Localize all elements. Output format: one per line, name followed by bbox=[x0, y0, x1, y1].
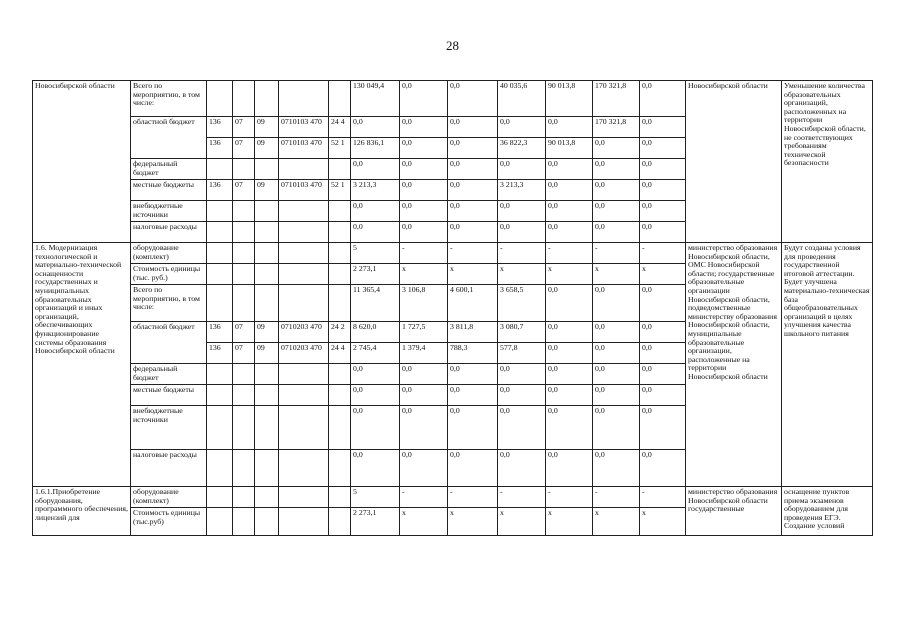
table-cell bbox=[279, 508, 329, 536]
table-cell bbox=[207, 201, 233, 222]
table-cell: 0710203 470 bbox=[279, 322, 329, 343]
table-cell: 0,0 bbox=[593, 180, 640, 201]
table-cell: 577,8 bbox=[498, 343, 546, 364]
table-cell: 40 035,6 bbox=[498, 81, 546, 117]
table-cell bbox=[207, 264, 233, 285]
table-cell: 0,0 bbox=[546, 201, 593, 222]
table-cell: х bbox=[448, 264, 498, 285]
table-cell bbox=[329, 285, 351, 322]
table-cell: 3 106,8 bbox=[400, 285, 448, 322]
table-cell: 136 bbox=[207, 343, 233, 364]
table-cell: налоговые расходы bbox=[131, 222, 207, 243]
table-cell: 0,0 bbox=[448, 450, 498, 487]
table-cell: 07 bbox=[233, 138, 255, 159]
table-cell: 0,0 bbox=[640, 285, 686, 322]
table-cell: - bbox=[546, 243, 593, 264]
table-cell: 0,0 bbox=[498, 450, 546, 487]
table-cell: 0,0 bbox=[448, 180, 498, 201]
table-cell: федеральный бюджет bbox=[131, 364, 207, 385]
table-cell bbox=[329, 364, 351, 385]
table-cell: 0,0 bbox=[640, 385, 686, 406]
table-row bbox=[33, 81, 873, 117]
table-cell bbox=[207, 81, 233, 117]
table-cell: Всего по мероприятию, в том числе: bbox=[131, 81, 207, 117]
table-cell: 0,0 bbox=[640, 201, 686, 222]
table-cell: Стоимость единицы (тыс. руб.) bbox=[131, 264, 207, 285]
table-cell: х bbox=[640, 264, 686, 285]
table-cell: 0,0 bbox=[640, 322, 686, 343]
table-cell bbox=[329, 508, 351, 536]
table-cell: оснащение пунктов приема экзаменов оборудованием для проведения ЕГЭ. Создание условий bbox=[782, 487, 873, 536]
table-cell: 130 049,4 bbox=[351, 81, 400, 117]
table-cell bbox=[207, 364, 233, 385]
table-cell: 3 213,3 bbox=[498, 180, 546, 201]
table-cell: 0710203 470 bbox=[279, 343, 329, 364]
table-cell: - bbox=[448, 487, 498, 508]
table-cell: 170 321,8 bbox=[593, 81, 640, 117]
table-cell: 0,0 bbox=[593, 385, 640, 406]
table-cell: 0,0 bbox=[640, 138, 686, 159]
table-cell bbox=[207, 487, 233, 508]
table-cell: 3 080,7 bbox=[498, 322, 546, 343]
table-cell: 0,0 bbox=[593, 406, 640, 450]
table-cell: 0,0 bbox=[640, 117, 686, 138]
table-cell: 0,0 bbox=[351, 385, 400, 406]
table-cell bbox=[255, 385, 279, 406]
budget-table bbox=[32, 80, 873, 536]
table-cell: 09 bbox=[255, 117, 279, 138]
table-cell: министерство образования Новосибирской области, ОМС Новосибирской области; государственные образовательные организации Новосибирской области, подведомственные министерству образования Новосибирской области, муниципальные образовательные организации, расположенные на территории Новосибирской области bbox=[686, 243, 782, 487]
table-cell: 24 2 bbox=[329, 322, 351, 343]
table-cell bbox=[329, 222, 351, 243]
table-cell: - bbox=[640, 487, 686, 508]
table-cell bbox=[207, 508, 233, 536]
table-cell: х bbox=[448, 508, 498, 536]
table-cell bbox=[329, 243, 351, 264]
table-cell bbox=[255, 222, 279, 243]
table-cell: 136 bbox=[207, 138, 233, 159]
table-cell: 1 727,5 bbox=[400, 322, 448, 343]
table-cell bbox=[329, 450, 351, 487]
table-cell bbox=[233, 285, 255, 322]
table-cell: 07 bbox=[233, 180, 255, 201]
table-cell bbox=[279, 406, 329, 450]
table-cell bbox=[279, 201, 329, 222]
table-cell: 0,0 bbox=[546, 322, 593, 343]
table-cell: х bbox=[400, 264, 448, 285]
table-cell: - bbox=[640, 243, 686, 264]
table-cell: 0,0 bbox=[351, 159, 400, 180]
table-cell bbox=[207, 159, 233, 180]
table-cell bbox=[233, 222, 255, 243]
table-cell: 0,0 bbox=[593, 343, 640, 364]
table-cell bbox=[279, 385, 329, 406]
table-cell: 0,0 bbox=[640, 406, 686, 450]
table-cell: 0,0 bbox=[593, 159, 640, 180]
table-cell bbox=[255, 364, 279, 385]
table-cell: 0,0 bbox=[593, 364, 640, 385]
table-cell bbox=[329, 487, 351, 508]
table-cell: 0,0 bbox=[498, 364, 546, 385]
table-cell: оборудование (комплект) bbox=[131, 487, 207, 508]
table-cell bbox=[255, 243, 279, 264]
table-cell: 0,0 bbox=[640, 81, 686, 117]
table-cell bbox=[329, 264, 351, 285]
table-cell: 0,0 bbox=[400, 81, 448, 117]
table-cell: х bbox=[498, 508, 546, 536]
table-cell: 0,0 bbox=[546, 159, 593, 180]
table-cell: 0,0 bbox=[400, 385, 448, 406]
table-cell: 0,0 bbox=[640, 222, 686, 243]
table-cell: 0,0 bbox=[498, 406, 546, 450]
table-cell: 0,0 bbox=[593, 138, 640, 159]
table-cell bbox=[279, 364, 329, 385]
table-cell bbox=[233, 264, 255, 285]
table-cell: 90 013,8 bbox=[546, 81, 593, 117]
table-cell bbox=[233, 81, 255, 117]
table-cell: 0,0 bbox=[400, 138, 448, 159]
table-cell: 0,0 bbox=[593, 285, 640, 322]
table-cell bbox=[279, 285, 329, 322]
table-cell: 0,0 bbox=[400, 180, 448, 201]
table-cell: 0,0 bbox=[546, 285, 593, 322]
table-cell bbox=[255, 406, 279, 450]
table-cell: 0,0 bbox=[546, 222, 593, 243]
table-cell: оборудование (комплект) bbox=[131, 243, 207, 264]
table-cell: 0,0 bbox=[351, 364, 400, 385]
table-cell: 09 bbox=[255, 138, 279, 159]
table-cell: 0,0 bbox=[498, 201, 546, 222]
table-cell: 0,0 bbox=[448, 138, 498, 159]
table-cell: 07 bbox=[233, 322, 255, 343]
table-cell: 0,0 bbox=[448, 364, 498, 385]
table-cell: х bbox=[498, 264, 546, 285]
table-cell: 2 745,4 bbox=[351, 343, 400, 364]
table-cell: областной бюджет bbox=[131, 322, 207, 364]
table-cell: 788,3 bbox=[448, 343, 498, 364]
table-cell: 136 bbox=[207, 322, 233, 343]
table-cell: 0,0 bbox=[351, 450, 400, 487]
table-cell bbox=[255, 81, 279, 117]
table-cell: х bbox=[593, 264, 640, 285]
table-cell bbox=[207, 243, 233, 264]
table-cell: х bbox=[593, 508, 640, 536]
table-cell: - bbox=[593, 243, 640, 264]
table-cell: 0,0 bbox=[400, 450, 448, 487]
table-cell: 1 379,4 bbox=[400, 343, 448, 364]
table-cell: - bbox=[400, 487, 448, 508]
table-cell bbox=[255, 450, 279, 487]
table-cell: 0,0 bbox=[640, 450, 686, 487]
table-cell: 5 bbox=[351, 243, 400, 264]
table-cell: местные бюджеты bbox=[131, 180, 207, 201]
table-cell: 136 bbox=[207, 117, 233, 138]
table-cell bbox=[255, 487, 279, 508]
table-cell: 3 658,5 bbox=[498, 285, 546, 322]
table-cell: Всего по мероприятию, в том числе: bbox=[131, 285, 207, 322]
table-cell: 0,0 bbox=[498, 159, 546, 180]
table-cell: 0,0 bbox=[546, 117, 593, 138]
table-cell bbox=[329, 201, 351, 222]
table-cell bbox=[279, 487, 329, 508]
table-cell: 07 bbox=[233, 117, 255, 138]
table-cell bbox=[233, 364, 255, 385]
table-cell: 0710103 470 bbox=[279, 180, 329, 201]
table-cell: 0,0 bbox=[448, 117, 498, 138]
table-cell bbox=[329, 81, 351, 117]
table-cell: 2 273,1 bbox=[351, 508, 400, 536]
table-cell: Будут созданы условия для проведения государственной итоговой аттестации. Будет улучшена материально-техническая база общеобразовательных организаций в целях улучшения качества школьного питания bbox=[782, 243, 873, 487]
table-cell: 90 013,8 bbox=[546, 138, 593, 159]
table-cell: х bbox=[546, 264, 593, 285]
table-cell: 0,0 bbox=[400, 364, 448, 385]
table-cell: 24 4 bbox=[329, 117, 351, 138]
table-cell: Уменьшение количества образовательных организаций, расположенных на территории Новосибирской области, не соответствующих требованиям технической безопасности bbox=[782, 81, 873, 243]
table-cell: 8 620,0 bbox=[351, 322, 400, 343]
table-cell: внебюджетные источники bbox=[131, 201, 207, 222]
table-cell: 0,0 bbox=[400, 201, 448, 222]
table-cell: 2 273,1 bbox=[351, 264, 400, 285]
table-cell bbox=[207, 222, 233, 243]
table-cell bbox=[233, 201, 255, 222]
table-cell bbox=[279, 81, 329, 117]
table-cell: Стоимость единицы (тыс.руб) bbox=[131, 508, 207, 536]
table-cell: 0,0 bbox=[593, 450, 640, 487]
table-cell bbox=[207, 406, 233, 450]
table-cell: 136 bbox=[207, 180, 233, 201]
table-cell: 0,0 bbox=[593, 322, 640, 343]
table-cell bbox=[207, 285, 233, 322]
table-cell bbox=[233, 450, 255, 487]
table-cell: 0,0 bbox=[351, 117, 400, 138]
table-cell bbox=[255, 159, 279, 180]
table-cell: 0,0 bbox=[640, 343, 686, 364]
table-cell bbox=[279, 159, 329, 180]
table-cell: 0,0 bbox=[498, 222, 546, 243]
table-cell bbox=[329, 385, 351, 406]
table-cell: 0,0 bbox=[351, 406, 400, 450]
table-cell bbox=[279, 222, 329, 243]
table-cell: 0,0 bbox=[640, 159, 686, 180]
table-cell: 09 bbox=[255, 343, 279, 364]
table-cell: 0,0 bbox=[400, 222, 448, 243]
table-cell: 126 836,1 bbox=[351, 138, 400, 159]
table-cell: областной бюджет bbox=[131, 117, 207, 159]
table-cell: местные бюджеты bbox=[131, 385, 207, 406]
table-cell: - bbox=[448, 243, 498, 264]
table-cell bbox=[279, 243, 329, 264]
table-cell: 1.6.1.Приобретение оборудования, программного обеспечения, лицензий для bbox=[33, 487, 131, 536]
table-cell: 0,0 bbox=[448, 385, 498, 406]
table-cell: 36 822,3 bbox=[498, 138, 546, 159]
table-cell: 0,0 bbox=[400, 159, 448, 180]
table-cell bbox=[233, 508, 255, 536]
table-cell: 3 811,8 bbox=[448, 322, 498, 343]
table-cell bbox=[329, 159, 351, 180]
table-cell: - bbox=[498, 487, 546, 508]
table-cell bbox=[207, 450, 233, 487]
table-cell bbox=[255, 285, 279, 322]
table-cell: х bbox=[546, 508, 593, 536]
table-cell: 0,0 bbox=[351, 222, 400, 243]
table-cell bbox=[329, 406, 351, 450]
table-cell: Новосибирской области bbox=[33, 81, 131, 243]
table-cell: 0,0 bbox=[448, 222, 498, 243]
table-cell: 0,0 bbox=[351, 201, 400, 222]
table-cell: - bbox=[593, 487, 640, 508]
table-cell bbox=[233, 406, 255, 450]
table-cell: 5 bbox=[351, 487, 400, 508]
table-cell: 1.6. Модернизация технологической и материально-технической оснащенности государственных и муниципальных образовательных организаций и иных организаций, обеспечивающих функционирование системы образования Новосибирской области bbox=[33, 243, 131, 487]
table-cell bbox=[233, 487, 255, 508]
table-cell: 0,0 bbox=[640, 180, 686, 201]
table-cell: х bbox=[400, 508, 448, 536]
table-cell: 0710103 470 bbox=[279, 117, 329, 138]
table-cell: 0,0 bbox=[546, 180, 593, 201]
table-cell: 0,0 bbox=[546, 385, 593, 406]
table-cell: 0,0 bbox=[448, 201, 498, 222]
table-cell: 52 1 bbox=[329, 180, 351, 201]
table-cell bbox=[233, 159, 255, 180]
table-cell: 0,0 bbox=[498, 117, 546, 138]
table-cell: 0,0 bbox=[593, 222, 640, 243]
table-cell: 170 321,8 bbox=[593, 117, 640, 138]
table-cell bbox=[279, 264, 329, 285]
table-cell: 0,0 bbox=[640, 364, 686, 385]
table-cell: Новосибирской области bbox=[686, 81, 782, 243]
table-cell: 0,0 bbox=[546, 450, 593, 487]
table-cell: 0,0 bbox=[448, 81, 498, 117]
table-row bbox=[33, 487, 873, 508]
table-cell: 11 365,4 bbox=[351, 285, 400, 322]
table-cell: 0,0 bbox=[400, 117, 448, 138]
table-cell bbox=[233, 385, 255, 406]
table-cell: - bbox=[546, 487, 593, 508]
table-cell: налоговые расходы bbox=[131, 450, 207, 487]
table-cell: 24 4 bbox=[329, 343, 351, 364]
table-cell: 0710103 470 bbox=[279, 138, 329, 159]
table-cell: - bbox=[498, 243, 546, 264]
table-cell bbox=[255, 264, 279, 285]
table-cell: 09 bbox=[255, 180, 279, 201]
page-number: 28 bbox=[446, 38, 459, 53]
table-row bbox=[33, 243, 873, 264]
table-cell bbox=[255, 508, 279, 536]
table-cell: 0,0 bbox=[498, 385, 546, 406]
table-cell: - bbox=[400, 243, 448, 264]
table-cell: х bbox=[640, 508, 686, 536]
table-cell: 07 bbox=[233, 343, 255, 364]
table-cell: 0,0 bbox=[546, 406, 593, 450]
table-cell: внебюджетные источники bbox=[131, 406, 207, 450]
table-cell bbox=[279, 450, 329, 487]
table-cell: 0,0 bbox=[546, 364, 593, 385]
table-cell: 3 213,3 bbox=[351, 180, 400, 201]
table-cell: 4 600,1 bbox=[448, 285, 498, 322]
table-cell: федеральный бюджет bbox=[131, 159, 207, 180]
table-cell bbox=[207, 385, 233, 406]
table-cell: 0,0 bbox=[448, 406, 498, 450]
table-cell bbox=[255, 201, 279, 222]
table-cell: 09 bbox=[255, 322, 279, 343]
table-cell: 0,0 bbox=[546, 343, 593, 364]
table-cell: 0,0 bbox=[400, 406, 448, 450]
table-cell bbox=[233, 243, 255, 264]
table-cell: 0,0 bbox=[448, 159, 498, 180]
table-cell: 0,0 bbox=[593, 201, 640, 222]
table-cell: министерство образования Новосибирской области государственные bbox=[686, 487, 782, 536]
table-cell: 52 1 bbox=[329, 138, 351, 159]
